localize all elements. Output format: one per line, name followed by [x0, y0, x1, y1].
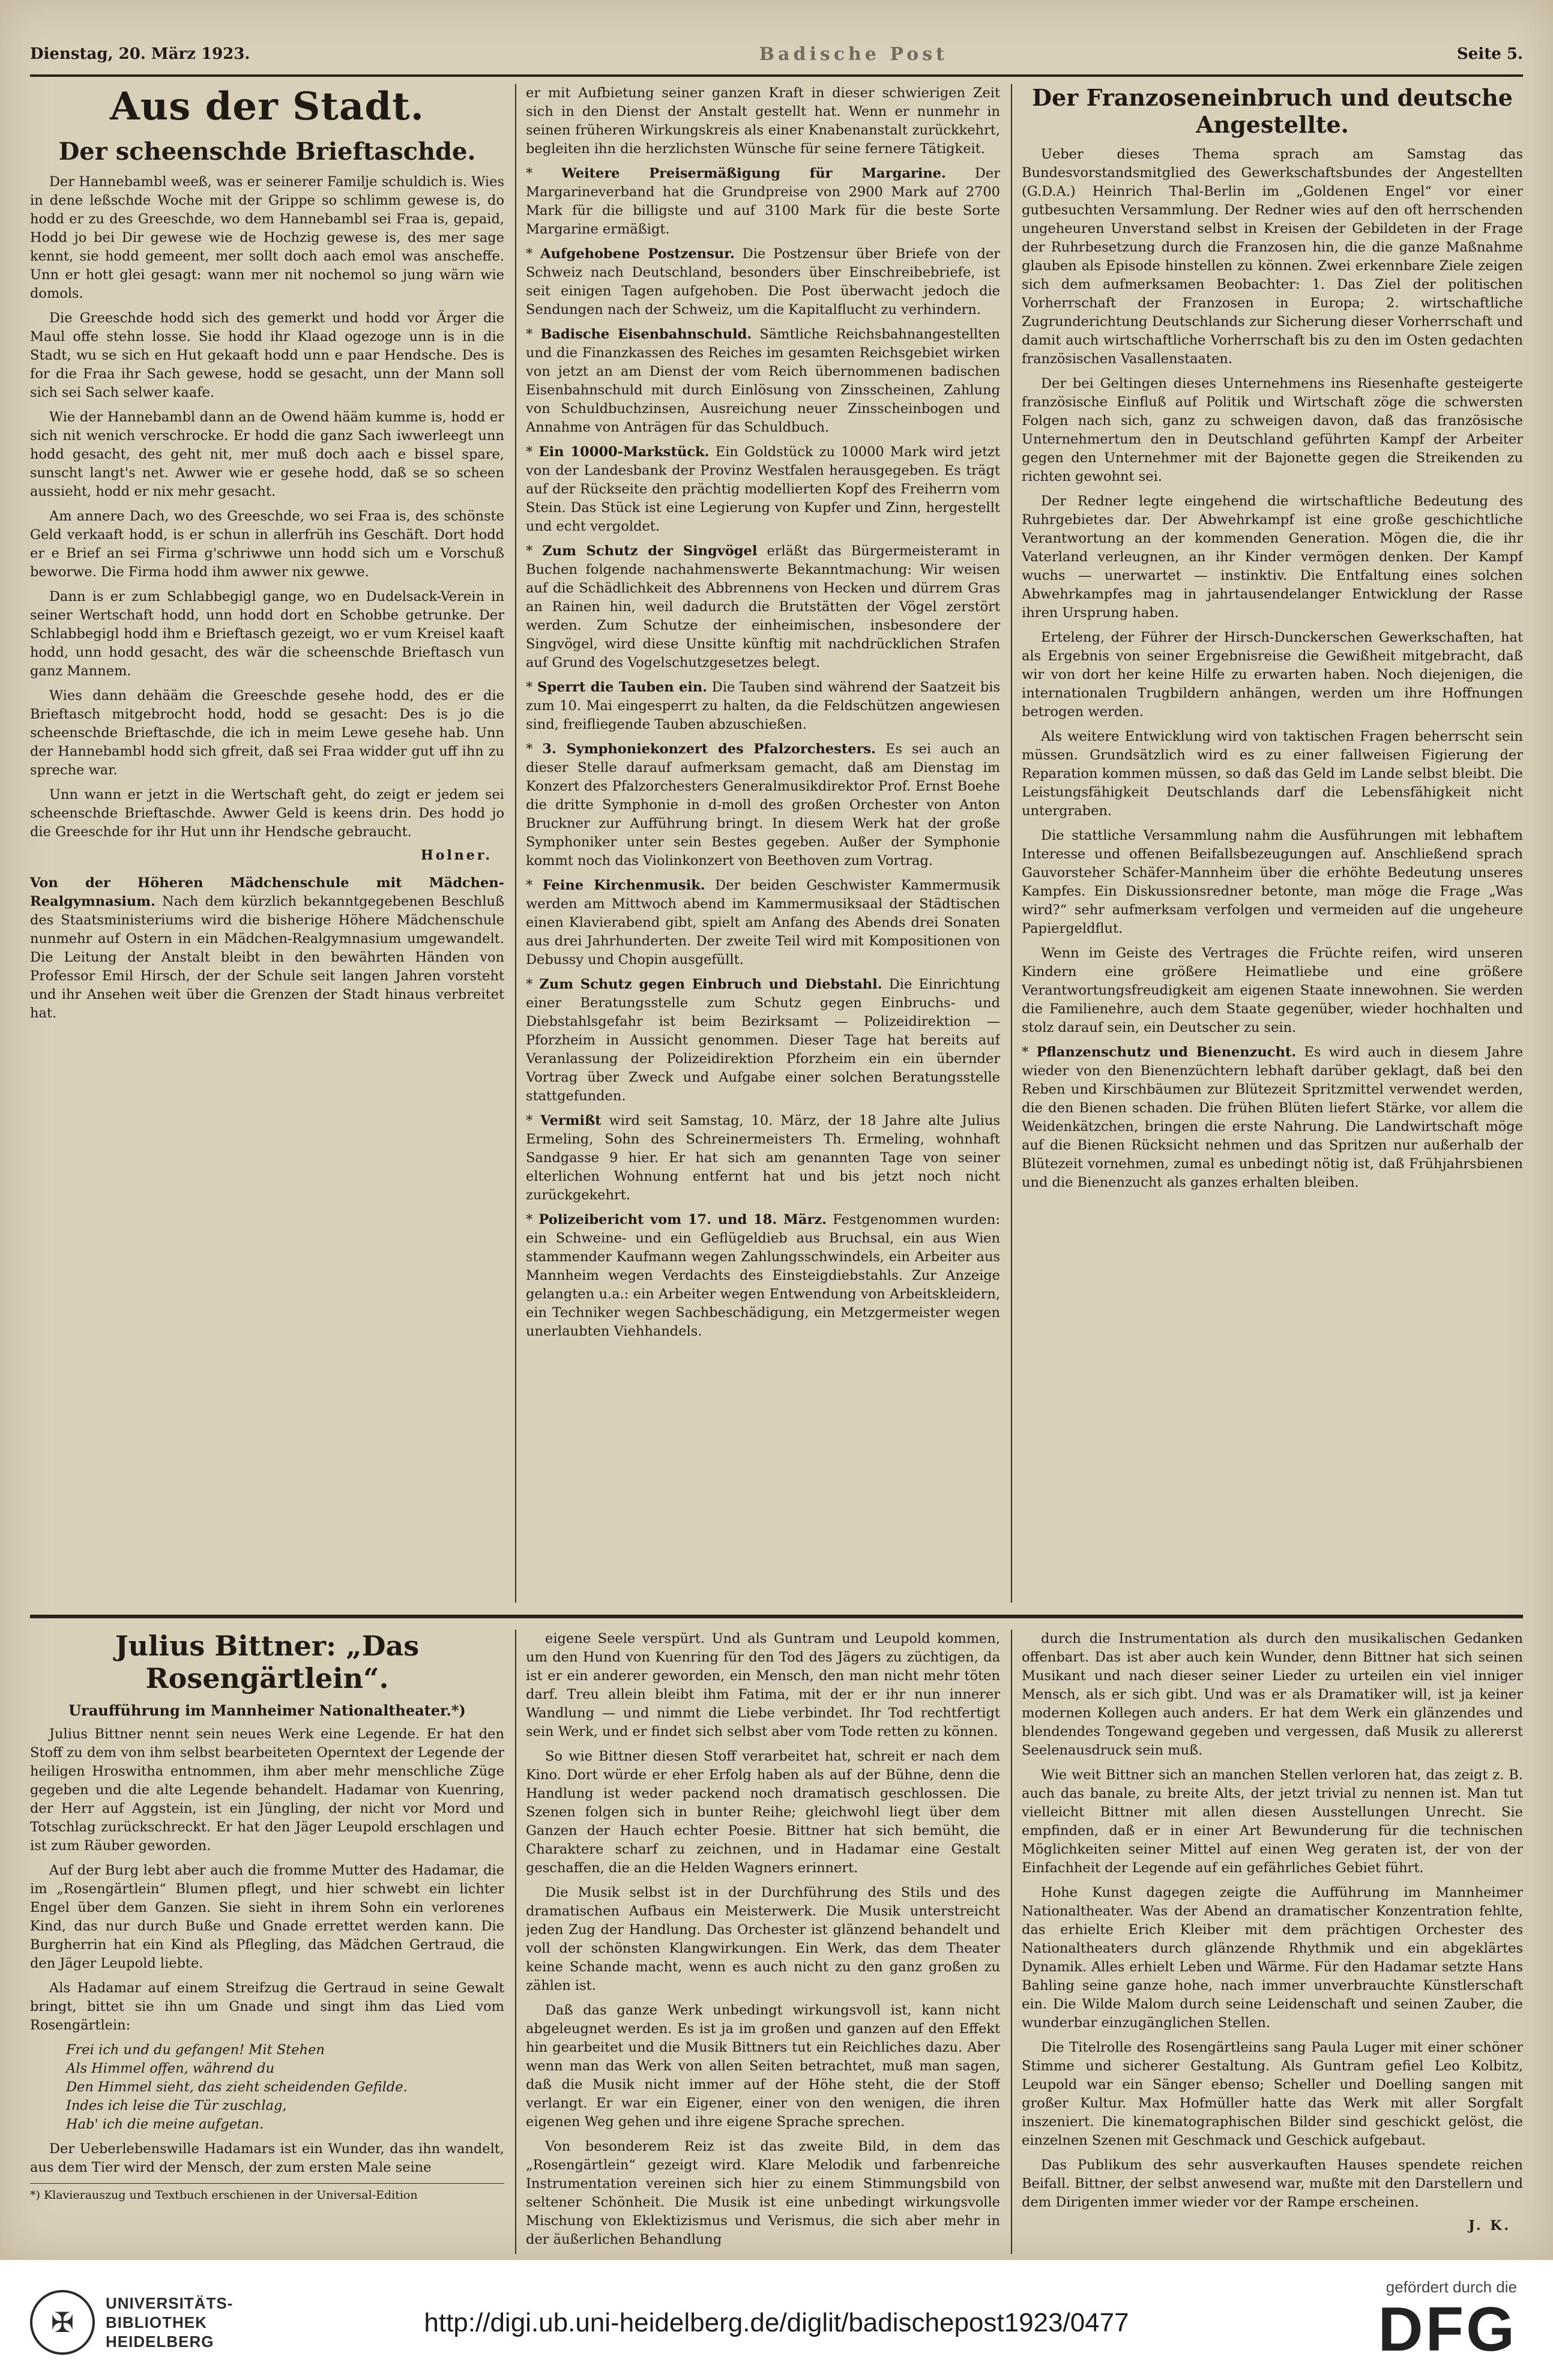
news-item-title: Ein 10000-Markstück.: [538, 444, 710, 460]
news-item-text: Die Einrichtung einer Beratungsstelle zum Schutz gegen Einbruchs- und Diebstahlsgefahr ist beim Bezirksamt — Polizeidirektion — Pforzheim in Aussicht genommen. Dieser Tage hat bereits auf Veranlassung der Polizeidirektion Pforzheim ein ein übernder Vortrag über Zweck und Aufgabe einer solchen Beratungsstelle stattgefunden.: [526, 977, 1000, 1104]
review-paragraph: Die Titelrolle des Rosengärtleins sang Paula Luger mit einer schöner Stimme und sicherer Gestaltung. Als Guntram gefiel Leo Kolbitz, Leupold war ein Sänger ebenso; Scheller und Doelling sangen mit großer Kultur. Max Hofmüller hatte das Werk mit aller Sorgfalt inszeniert. Die kinematographischen Bilder sind geschickt gelöst, die einzelnen Szenen mit Geschmack und Geschick aufgebaut.: [1022, 2040, 1523, 2148]
page-header: [30, 36, 1523, 72]
review-paragraph: Das Publikum des sehr ausverkauften Hauses spendete reichen Beifall. Bittner, der selbst anwesend war, mußte mit den Darstellern und dem Dirigenten immer wieder vor der Rampe erscheinen.: [1022, 2157, 1523, 2210]
author-signature: J. K.: [1468, 2218, 1511, 2234]
news-item: * Aufgehobene Postzensur. Die Postzensur über Briefe von der Schweiz nach Deutschland, besonders über Einschreibebriefe, ist seit einigen Tagen aufgehoben. Die Post überwacht jedoch die Sendungen nach der Schweiz, um die Kapitalflucht zu verhindern.: [526, 246, 1000, 318]
column-review-end: [1022, 1630, 1523, 2266]
poem-line: Als Himmel offen, während du: [66, 2061, 275, 2076]
news-item-title: Aufgehobene Postzensur.: [540, 246, 735, 262]
article-paragraph: Ueber dieses Thema sprach am Samstag das Bundesvorstandsmitglied des Gewerkschaftsbundes der Angestellten (G.D.A.) Heinrich Thal-Berlin im „Goldenen Engel“ vor einer gutbesuchten Versammlung. Der Redner wies auf den oft herrschenden ungeheuren Unverstand selbst in Kreisen der Gebildeten in der Frage der Ruhrbesetzung durch die Franzosen hin, die die ganze Maßnahme glauben als Episode hinstellen zu können. Zwei erkennbare Ziele zeigen sich dem aufmerksamen Beobachter: 1. Das Ziel der politischen Vorherrschaft der Franzosen in Europa; 2. wirtschaftliche Zugrunderichtung Deutschlands zur Sicherung dieser Vorherrschaft und damit auch wirtschaftliche Vorherrschaft bis zu den im Osten gedachten französischen Vasallenstaaten.: [1022, 146, 1523, 367]
article-paragraph: Der bei Geltingen dieses Unternehmens ins Riesenhafte gesteigerte französische Einfluß auf Politik und Wirtschaft zöge die schwersten Folgen nach sich, ganz zu schweigen davon, daß das französische Unternehmertum den in Deutschland geführten Kampf der Arbeiter gegen den Unternehmer mit der Bajonette gegen die Streikenden zu richten gewohnt sei.: [1022, 376, 1523, 484]
article-paragraph: Als weitere Entwicklung wird von taktischen Fragen beherrscht sein müssen. Grundsätzlich wird es zu einer fallweisen Figierung der Reparation kommen müssen, so daß das Geld im Lande selbst bleibt. Die Leistungsfähigkeit Deutschlands darf die Lebensfähigkeit nicht untergraben.: [1022, 729, 1523, 819]
page-number: Seite 5.: [1457, 45, 1523, 63]
news-item-title: Polizeibericht vom 17. und 18. März.: [538, 1212, 827, 1228]
article-paragraph: Die Greeschde hodd sich des gemerkt und hodd vor Ärger die Maul offe stehn losse. Sie hodd ihr Klaad ogezoge unn is in die Stadt, wu se sich en Hut gekaaft hodd unn e paar Hendsche. Des is for die Fraa ihr Sach gewese, hodd se gesacht, unn der Mann soll sich sei Sach selwer kaafe.: [30, 310, 504, 400]
news-item-text: Die Postzensur über Briefe von der Schweiz nach Deutschland, besonders über Einschreibebriefe, ist seit einigen Tagen aufgehoben. Die Post überwacht jedoch die Sendungen nach der Schweiz, um die Kapitalflucht zu verhindern.: [526, 246, 1000, 318]
news-item: * Zum Schutz gegen Einbruch und Diebstahl. Die Einrichtung einer Beratungsstelle zum Schutz gegen Einbruchs- und Diebstahlsgefahr ist beim Bezirksamt — Polizeidirektion — Pforzheim in Aussicht genommen. Dieser Tage hat bereits auf Veranlassung der Polizeidirektion Pforzheim ein ein übernder Vortrag über Zweck und Aufgabe einer solchen Beratungsstelle stattgefunden.: [526, 977, 1000, 1104]
news-item: [30, 874, 504, 1023]
review-paragraph: Julius Bittner nennt sein neues Werk eine Legende. Er hat den Stoff zu dem von ihm selbst bearbeiteten Operntext der Legende der heiligen Hroswitha entnommen, ihm aber mehr menschliche Züge gegeben und die alte Legende behandelt. Hadamar von Kuenring, der Herr auf Aggstein, ist ein Jüngling, der nicht vor Mord und Totschlag zurückschreckt. Er hat den Jäger Leupold erschlagen und ist zum Räuber geworden.: [30, 1726, 504, 1854]
review-paragraph: eigene Seele verspürt. Und als Guntram und Leupold kommen, um den Hund von Kuenring für den Tod des Jägers zu züchtigen, da ist er ein anderer geworden, ein Mensch, den man nicht mehr töten darf. Treu allein bleibt ihm Fatima, mit der er ihr nun innerer Wandlung — und nimmt die Liebe verbindet. Ihr Tod rechtfertigt sein Werk, und er findet sich selbst aber vom Tode retten zu können.: [526, 1631, 1000, 1740]
poem-line: Hab' ich die meine aufgetan.: [66, 2116, 264, 2132]
news-item: * 3. Symphoniekonzert des Pfalzorchesters. Es sei auch an dieser Stelle darauf aufmerksam gemacht, daß am Dienstag im Konzert des Pfalzorchesters Generalmusikdirektor Prof. Ernst Boehe die dritte Symphonie in d-moll des großen Orchester von Anton Bruckner zur Aufführung bringt. In diesem Werk hat der große Symphoniker unter sein Bestes gegeben. Außer der Symphonie kommt noch das Violinkonzert von Beethoven zum Vortrag.: [526, 741, 1000, 869]
review-subtitle: Uraufführung im Mannheimer Nationaltheater.*): [68, 1702, 466, 1719]
article-paragraph: Unn wann er jetzt in die Wertschaft geht, do zeigt er jedem sei scheenschde Brieftaschde. Awwer Geld is keens drin. Des hodd jo die Greeschde for ihr Hut unn ihr Hendsche gebraucht.: [30, 787, 504, 840]
news-item-text: Es wird auch in diesem Jahre wieder von den Bienenzüchtern lebhaft darüber geklagt, daß bei den Reben und Kirschbäumen zur Blütezeit Spritzmittel verwendet werden, die den Bienen schaden. Die frühen Blüten liefert Stärke, vor allem die Weidenkätzchen, bringen die erste Nahrung. Die Landwirtschaft möge auf die Bienen Rücksicht nehmen und das Spritzen nur außerhalb der Blütezeit vornehmen, zumal es unbedingt nötig ist, daß Frühjahrsbienen und die Bienenzucht als ganzes erhalten bleiben.: [1022, 1044, 1523, 1190]
article-paragraph: Der Hannebambl weeß, was er seinerer Familje schuldich is. Wies in dene leßschde Woche mit der Grippe so schlimm gewese is, do hodd er zu des Greeschde, wo dem Hannebambl sei Fraa is, gepaid, Hodd jo bei Dir gewese wie de Hochzig gewese is, des mer sage kennt, sie hodd gemeent, mer sollt doch aach emol was anscheffe. Unn er hott glei gesagt: wann mer nit nochemol so jung wärn wie domols.: [30, 174, 504, 301]
article-paragraph: Wie der Hannebambl dann an de Owend hääm kumme is, hodd er sich nit wenich verschrocke. Er hodd die ganz Sach iwwerleegt unn hodd gesacht, des geht nit, mer muß doch aach e bissel spare, sunscht langt's net. Awwer wie er gesehe hodd, daß se so scheen aussieht, hodd er nix mehr gesacht.: [30, 409, 504, 499]
news-item-text: Die Tauben sind während der Saatzeit bis zum 10. Mai eingesperrt zu halten, da die Feldschützen angewiesen sind, freifliegende Tauben abzuschießen.: [526, 679, 1000, 732]
news-item: * Zum Schutz der Singvögel erläßt das Bürgermeisteramt in Buchen folgende nachahmenswerte Bekanntmachung: Wir weisen auf die Schädlichkeit des Abbrennens von Hecken und dürrem Gras an Rainen hin, weil dadurch die Brutstätten der Vögel zerstört werden. Zum Schutze der einheimischen, insbesondere der Singvögel, wird diese Unsitte künftig mit nachdrücklichen Strafen auf Grund des Vogelschutzgesetzes belegt.: [526, 543, 1000, 670]
column-short-news: [526, 84, 1000, 1609]
news-item-text: Nach dem kürzlich bekanntgegebenen Beschluß des Staatsministeriums wird die bisherige Höhere Mädchenschule nunmehr auf Ostern in ein Mädchen-Realgymnasium umgewandelt. Die Leitung der Anstalt bleibt in den bewährten Händen von Professor Emil Hirsch, der der Schule seit langen Jahren vorsteht und ihr Ansehen weit über die Grenzen der Stadt hinaus verbreitet hat.: [30, 894, 504, 1021]
news-item: * Feine Kirchenmusik. Der beiden Geschwister Kammermusik werden am Mittwoch abend im Kammermusiksaal der Städtischen einen Klavierabend gibt, spielt am Anfang des Abends drei Sonaten aus drei Jahrhunderten. Der zweite Teil wird mit Kompositionen von Debussy und Chopin ausgefüllt.: [526, 878, 1000, 968]
news-item: * Sperrt die Tauben ein. Die Tauben sind während der Saatzeit bis zum 10. Mai eingesperrt zu halten, da die Feldschützen angewiesen sind, freifliegende Tauben abzuschießen.: [526, 679, 1000, 732]
column-feature: [1022, 84, 1523, 1609]
poem-line: Frei ich und du gefangen! Mit Stehen: [66, 2042, 325, 2058]
news-item-text: Der Margarineverband hat die Grundpreise von 2900 Mark auf 2700 Mark für die billigste und auf 3100 Mark für die beste Sorte Margarine ermäßigt.: [526, 166, 1000, 237]
review-paragraph: Die Musik selbst ist in der Durchführung des Stils und des dramatischen Aufbaus ein Meisterwerk. Die Musik unterstreicht jeden Zug der Handlung. Das Orchester ist glänzend behandelt und voll der schönsten Klangwirkungen. Ein Werk, das dem Theater keine Schande macht, wenn es auch nicht zu den ganz großen zu zählen ist.: [526, 1885, 1000, 1993]
column-review-mid: [526, 1630, 1000, 2266]
news-item-text: Sämtliche Reichsbahnangestellten und die Finanzkassen des Reiches im gesamten Reichsgebiet wirken von jetzt an am Dienst der vom Reich übernommenen badischen Eisenbahnschuld mit durch Einlösung von Zinsscheinen, Zahlung von Schuldbuchzinsen, Ausreichung neuer Zinsscheinbogen und Annahme von Anträgen für das Schuldbuch.: [526, 327, 1000, 435]
review-paragraph: Wie weit Bittner sich an manchen Stellen verloren hat, das zeigt z. B. auch das banale, zu breite Alts, der jetzt trivial zu nennen ist. Man tut vielleicht Bittner mit allen diesen Ausstellungen Unrecht. Sie empfinden, daß er in einer Art Bewunderung für die technischen Möglichkeiten seiner Mittel auf einen Weg geraten ist, der von der Einfachheit der Legende auf ein gefährliches Gebiet führt.: [1022, 1767, 1523, 1876]
news-item-title: Weitere Preisermäßigung für Margarine.: [561, 166, 946, 181]
news-item: * Weitere Preisermäßigung für Margarine. Der Margarineverband hat die Grundpreise von 2900 Mark auf 2700 Mark für die billigste und auf 3100 Mark für die beste Sorte Margarine ermäßigt.: [526, 166, 1000, 237]
funded-by-label: gefördert durch die: [1386, 2278, 1517, 2296]
column-local-news: [30, 84, 504, 1609]
news-item-text: Ein Goldstück zu 10000 Mark wird jetzt von der Landesbank der Provinz Westfalen herausgegeben. Es trägt auf der Rückseite den prächtig modellierten Kopf des Freiherrn vom Stein. Das Stück ist eine Legierung von Kupfer und Zinn, hergestellt und echt vergoldet.: [526, 444, 1000, 534]
page-content: [30, 24, 1523, 2248]
news-item-title: Badische Eisenbahnschuld.: [540, 327, 752, 342]
footnote: *) Klavierauszug und Textbuch erschienen in der Universal-Edition: [30, 2183, 504, 2203]
review-title: Julius Bittner: „Das Rosengärtlein“.: [115, 1630, 420, 1695]
article-paragraph: Der Redner legte eingehend die wirtschaftliche Bedeutung des Ruhrgebietes dar. Der Abwehrkampf ist eine große geschichtliche Verantwortung an der kommenden Generation. Mögen die, die ihr Vaterland verleugnen, an ihr Kinder vermögen denken. Der Kampf wuchs — unerwartet — instinktiv. Die Entfaltung eines solchen Abwehrkampfes mag in jahrtausendelanger Entwicklung der Rasse ihren Ursprung haben.: [1022, 493, 1523, 621]
news-item-text: Es sei auch an dieser Stelle darauf aufmerksam gemacht, daß am Dienstag im Konzert des Pfalzorchesters Generalmusikdirektor Prof. Ernst Boehe die dritte Symphonie in d-moll des großen Orchester von Anton Bruckner zur Aufführung bringt. In diesem Werk hat der große Symphoniker unter sein Bestes gegeben. Außer der Symphonie kommt noch das Violinkonzert von Beethoven zum Vortrag.: [526, 741, 1000, 869]
news-item-text: wird seit Samstag, 10. März, der 18 Jahre alte Julius Ermeling, Sohn des Schreinermeisters Th. Ermeling, wohnhaft Sandgasse 9 hier. Er hat sich am genannten Tage von seiner elterlichen Wohnung entfernt hat und bis jetzt noch nicht zurückgekehrt.: [526, 1113, 1000, 1203]
review-paragraph: Auf der Burg lebt aber auch die fromme Mutter des Hadamar, die im „Rosengärtlein“ Blumen pflegt, und hier schwebt ein lichter Engel über dem Ganzen. Sie sieht in ihrem Sohn ein verlorenes Kind, das nur durch Buße und Gnade errettet werden kann. Die Burgherrin hat ein Kind als Pflegling, das Mädchen Gertraud, die den Jäger Leupold liebte.: [30, 1863, 504, 1971]
column-review-start: [30, 1630, 504, 2266]
masthead: Badische Post: [759, 43, 948, 65]
library-name: UNIVERSITÄTS- BIBLIOTHEK HEIDELBERG: [106, 2294, 234, 2351]
review-paragraph: So wie Bittner diesen Stoff verarbeitet hat, schreit er nach dem Kino. Dort würde er eher Erfolg haben als auf der Bühne, denn die Handlung ist weder packend noch dramatisch geschlossen. Die Szenen folgen sich in bunter Reihe; gleichwohl liegt über dem Ganzen der Hauch echter Poesie. Bittner hat sich bemüht, die Charaktere scharf zu zeichnen, und in Hadamar eine Gestalt geschaffen, die an die Helden Wagners erinnert.: [526, 1749, 1000, 1876]
author-signature: Holner.: [420, 848, 492, 863]
news-item: * Polizeibericht vom 17. und 18. März. Festgenommen wurden: ein Schweine- und ein Geflügeldieb aus Bruchsal, ein aus Wien stammender Kaufmann wegen Zahlungsschwindels, ein Arbeiter aus Mannheim wegen Verdachts des Einsteigdiebstahls. Zur Anzeige gelangten u.a.: ein Arbeiter wegen Entwendung von Arbeitskleidern, ein Techniker wegen Sachbeschädigung, ein Metzgermeister wegen unerlaubten Viehhandels.: [526, 1212, 1000, 1339]
column-divider: [1011, 1630, 1012, 2254]
continued-text: er mit Aufbietung seiner ganzen Kraft in dieser schwierigen Zeit sich in den Dienst der Anstalt gestellt hat. Wenn er nunmehr in seinen früheren Wirkungskreis als einer Knabenanstalt zurückkehrt, begleiten ihn die herzlichsten Wünsche für seine fernere Tätigkeit.: [526, 85, 1000, 157]
article-paragraph: Die stattliche Versammlung nahm die Ausführungen mit lebhaftem Interesse und offenen Beifallsbezeugungen auf. Anschließend sprach Gauvorsteher Schäfer-Mannheim über die erhöhte Bedeutung unseres Kampfes. Ein Diskussionsredner betonte, man möge die Frage „Was wird?“ sehr aufmerksam verfolgen und vermeiden auf die ungeheure Papiergeldflut.: [1022, 828, 1523, 936]
review-paragraph: Von besonderem Reiz ist das zweite Bild, in dem das „Rosengärtlein“ gezeigt wird. Klare Melodik und farbenreiche Instrumentation vereinen sich hier zu einem Stimmungsbild von seltener Schönheit. Die Musik ist eine unbedingt wirkungsvolle Mischung von Eklektizismus und Verismus, die sich aber mehr in der äußerlichen Behandlung: [526, 2139, 1000, 2247]
review-paragraph: Hohe Kunst dagegen zeigte die Aufführung im Mannheimer Nationaltheater. Was der Abend an dramatischer Konzentration fehlte, das erhielte Erich Kleiber mit dem prächtigen Orchester des Nationaltheaters durch glänzende Rhythmik und ein abgeklärtes Dynamik. Alles erhielt Leben und Wärme. Für den Hadamar setzte Hans Bahling seine ganze hohe, nach immer unverbrauchte Künstlerschaft ein. Die Wilde Malom durch seine Leidenschaft und seinen Zauber, die wunderbar einzugänglichen Stellen.: [1022, 1885, 1523, 2031]
section-title: Aus der Stadt.: [110, 84, 424, 129]
review-paragraph: Daß das ganze Werk unbedingt wirkungsvoll ist, kann nicht abgeleugnet werden. Es ist ja im großen und ganzen auf den Effekt hin gearbeitet und die Musik Bittners tut ein Reichliches dazu. Aber wenn man das Werk von allen Seiten betrachtet, muß man sagen, daß die Musik nicht immer auf der Höhe steht, die der Stoff verlangt. Er war ein Eigener, einer von den wenigen, die ihren eigenen Weg gehen und ihre eigene Sprache sprechen.: [526, 2002, 1000, 2130]
section-rule: [30, 1615, 1523, 1618]
news-item-title: Pflanzenschutz und Bienenzucht.: [1036, 1044, 1297, 1060]
review-paragraph: Der Ueberlebenswille Hadamars ist ein Wunder, das ihn wandelt, aus dem Tier wird der Mensch, der zum ersten Male seine: [30, 2141, 504, 2175]
news-item-title: Zum Schutz der Singvögel: [542, 543, 758, 559]
funder-branding[interactable]: [1378, 2278, 1517, 2363]
article-paragraph: Wies dann dehääm die Greeschde gesehe hodd, des er die Brieftasch mitgebrocht hodd, hodd se gesacht: Des is jo die scheenschde Brieftaschde, die ich in meim Lewe gesehe hab. Unn der Hannebambl hodd sich gfreit, daß sei Fraa widder gut uff ihn zu spreche war.: [30, 688, 504, 778]
review-paragraph: durch die Instrumentation als durch den musikalischen Gedanken offenbart. Das ist aber auch kein Wunder, denn Bittner hat sich seinen Musikant und nach dieser seiner Lieder zu urteilen ein viel inniger Mensch, als er sich gibt. Und was er als Dramatiker will, ist ja keiner modernen Kollegen auch anders. Er hat dem Werk ein glänzendes und blendendes Tongewand gegeben und vergessen, daß Musik zu allererst Seelenausdruck sein muß.: [1022, 1631, 1523, 1758]
news-item-title: Von der Höheren Mädchenschule mit Mädchen-Realgymnasium.: [30, 875, 504, 909]
news-item-text: Der beiden Geschwister Kammermusik werden am Mittwoch abend im Kammermusiksaal der Städtischen einen Klavierabend gibt, spielt am Anfang des Abends drei Sonaten aus drei Jahrhunderten. Der zweite Teil wird mit Kompositionen von Debussy und Chopin ausgefüllt.: [526, 878, 1000, 968]
news-item-title: Vermißt: [540, 1113, 602, 1128]
poem-line: Indes ich leise die Tür zuschlag,: [66, 2098, 287, 2113]
news-item-title: 3. Symphoniekonzert des Pfalzorchesters.: [542, 741, 876, 757]
poem-line: Den Himmel sieht, das zieht scheidenden Gefilde.: [66, 2079, 408, 2095]
news-item-title: Zum Schutz gegen Einbruch und Diebstahl.: [539, 977, 882, 992]
university-seal-icon: ✠: [30, 2290, 95, 2355]
header-rule: [30, 74, 1523, 77]
review-paragraph: Als Hadamar auf einem Streifzug die Gertraud in seine Gewalt bringt, bittet sie ihn um Gnade und singt ihm das Lied vom Rosengärtlein:: [30, 1980, 504, 2033]
column-divider: [515, 84, 516, 1603]
news-item: * Vermißt wird seit Samstag, 10. März, der 18 Jahre alte Julius Ermeling, Sohn des Schreinermeisters Th. Ermeling, wohnhaft Sandgasse 9 hier. Er hat sich am genannten Tage von seiner elterlichen Wohnung entfernt hat und bis jetzt noch nicht zurückgekehrt.: [526, 1113, 1000, 1203]
news-item-text: Festgenommen wurden: ein Schweine- und ein Geflügeldieb aus Bruchsal, ein aus Wien stammender Kaufmann wegen Zahlungsschwindels, ein Arbeiter aus Mannheim wegen Verdachts des Einsteigdiebstahls. Zur Anzeige gelangten u.a.: ein Arbeiter wegen Entwendung von Arbeitskleidern, ein Techniker wegen Sachbeschädigung, ein Metzgermeister wegen unerlaubten Viehhandels.: [526, 1212, 1000, 1339]
article-title: Der Franzoseneinbruch und deutsche Angestellte.: [1032, 84, 1513, 138]
column-divider: [515, 1630, 516, 2254]
poem-quote: [66, 2041, 504, 2134]
column-divider: [1011, 84, 1012, 1603]
article-paragraph: Dann is er zum Schlabbegigl gange, wo en Dudelsack-Verein in seiner Wertschaft hodd, unn hodd dort en Schobbe getrunke. Der Schlabbegigl hodd ihm e Brieftasch gezeigt, wo er vum Kreisel kaaft hodd, unn hodd gesacht, des wär die scheenschde Brieftasch vun ganz Mannem.: [30, 589, 504, 679]
news-item: * Badische Eisenbahnschuld. Sämtliche Reichsbahnangestellten und die Finanzkassen des Reiches im gesamten Reichsgebiet wirken von jetzt an am Dienst der vom Reich übernommenen badischen Eisenbahnschuld mit durch Einlösung von Zinsscheinen, Zahlung von Schuldbuchzinsen, Ausreichung neuer Zinsscheinbogen und Annahme von Anträgen für das Schuldbuch.: [526, 327, 1000, 435]
article-paragraph: Am annere Dach, wo des Greeschde, wo sei Fraa is, des schönste Geld verkaaft hodd, is er schun in allerfrüh ins Geschäft. Dort hodd er e Brief an sei Firma g'schriwwe unn hodd sich um e Vorschuß beworwe. Die Firma hodd ihm awwer nix gewwe.: [30, 508, 504, 580]
issue-date: Dienstag, 20. März 1923.: [30, 45, 250, 63]
news-item: * Ein 10000-Markstück. Ein Goldstück zu 10000 Mark wird jetzt von der Landesbank der Provinz Westfalen herausgegeben. Es trägt auf der Rückseite den prächtig modellierten Kopf des Freiherrn vom Stein. Das Stück ist eine Legierung von Kupfer und Zinn, hergestellt und echt vergoldet.: [526, 444, 1000, 534]
article-paragraph: Wenn im Geiste des Vertrages die Früchte reifen, wird unseren Kindern eine größere Heimatliebe und eine größere Verantwortungsfreudigkeit am eigenen Staate innewohnen. Sie werden die Familienehre, auch dem Staate gegenüber, wieder hochhalten und stolz darauf sein, ein Deutscher zu sein.: [1022, 945, 1523, 1035]
news-item-title: Feine Kirchenmusik.: [542, 878, 705, 893]
article-title: Der scheenschde Brieftaschde.: [58, 137, 476, 166]
news-item-title: Sperrt die Tauben ein.: [537, 679, 708, 695]
source-url-link[interactable]: http://digi.ub.uni-heidelberg.de/diglit/badischepost1923/0477: [424, 2308, 1129, 2337]
article-paragraph: Erteleng, der Führer der Hirsch-Dunckerschen Gewerkschaften, hat als Ergebnis von seiner Ergebnisreise die Gewißheit mitgebracht, daß wir von dort her keine Hilfe zu erwarten haben. Noch diejenigen, die internationalen Trugbildern anhängen, werden um ihre Hoffnungen betrogen werden.: [1022, 630, 1523, 720]
news-item-text: erläßt das Bürgermeisteramt in Buchen folgende nachahmenswerte Bekanntmachung: Wir weisen auf die Schädlichkeit des Abbrennens von Hecken und dürrem Gras an Rainen hin, weil dadurch die Brutstätten der Vögel zerstört werden. Zum Schutze der einheimischen, insbesondere der Singvögel, wird diese Unsitte künftig mit nachdrücklichen Strafen auf Grund des Vogelschutzgesetzes belegt.: [526, 543, 1000, 670]
digitization-footer: [0, 2260, 1553, 2380]
dfg-logo: DFG: [1378, 2295, 1517, 2364]
news-item: * Pflanzenschutz und Bienenzucht. Es wird auch in diesem Jahre wieder von den Bienenzüchtern lebhaft darüber geklagt, daß bei den Reben und Kirschbäumen zur Blütezeit Spritzmittel verwendet werden, die den Bienen schaden. Die frühen Blüten liefert Stärke, vor allem die Weidenkätzchen, bringen die erste Nahrung. Die Landwirtschaft möge auf die Bienen Rücksicht nehmen und das Spritzen nur außerhalb der Blütezeit vornehmen, zumal es unbedingt nötig ist, daß Frühjahrsbienen und die Bienenzucht als ganzes erhalten bleiben.: [1022, 1044, 1523, 1190]
